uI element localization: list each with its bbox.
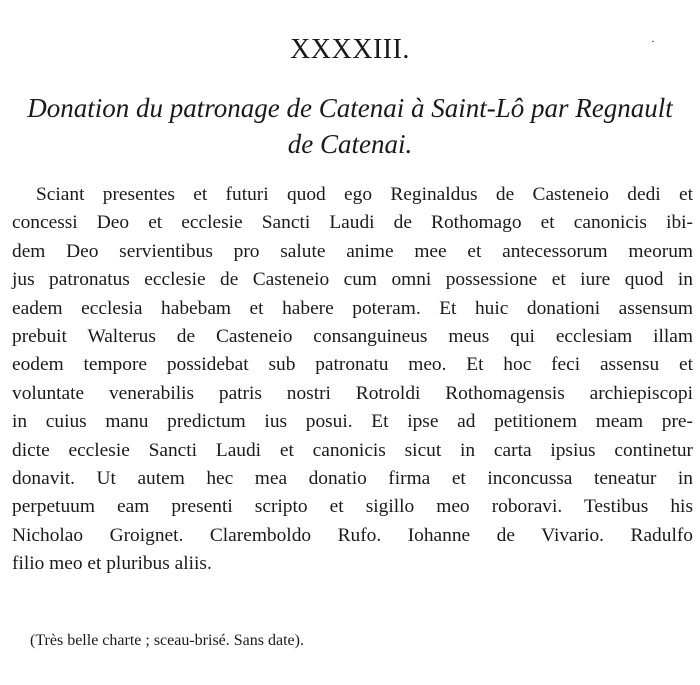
charter-note: (Très belle charte ; sceau-brisé. Sans date). [30,632,304,649]
body-line: Nicholao Groignet. Claremboldo Rufo. Iohanne de Vivario. Radulfo [12,524,693,546]
body-line: dicte ecclesie Sancti Laudi et canonicis sicut in carta ipsius continetur [12,439,693,461]
charter-body [12,181,693,578]
charter-title-line: Donation du patronage de Catenai à Saint-Lô par Regnault [27,93,673,123]
body-line: donavit. Ut autem hec mea donatio firma et inconcussa teneatur in [12,467,693,489]
corner-mark: · [651,34,655,48]
charter-number: XXXXIII. [290,34,410,65]
charter-title-line: de Catenai. [287,129,413,159]
body-line: prebuit Walterus de Casteneio consanguineus meus qui ecclesiam illam [12,325,693,347]
body-line: Sciant presentes et futuri quod ego Reginaldus de Casteneio dedi et [36,184,693,205]
body-line: concessi Deo et ecclesie Sancti Laudi de Rothomago et canonicis ibi- [12,212,693,234]
body-line: filio meo et pluribus aliis. [12,553,212,575]
body-line: eadem ecclesia habebam et habere poteram. Et huic donationi assensum [12,297,693,319]
charter-title [0,90,700,162]
body-line: jus patronatus ecclesie de Casteneio cum omni possessione et iure quod in [12,269,693,291]
body-line: in cuius manu predictum ius posui. Et ipse ad petitionem meam pre- [12,411,693,433]
body-line: voluntate venerabilis patris nostri Rotroldi Rothomagensis archiepiscopi [12,382,693,404]
body-line: dem Deo servientibus pro salute anime mee et antecessorum meorum [12,240,693,262]
body-line: perpetuum eam presenti scripto et sigillo meo roboravi. Testibus his [12,496,693,518]
body-line: eodem tempore possidebat sub patronatu meo. Et hoc feci assensu et [12,354,693,376]
